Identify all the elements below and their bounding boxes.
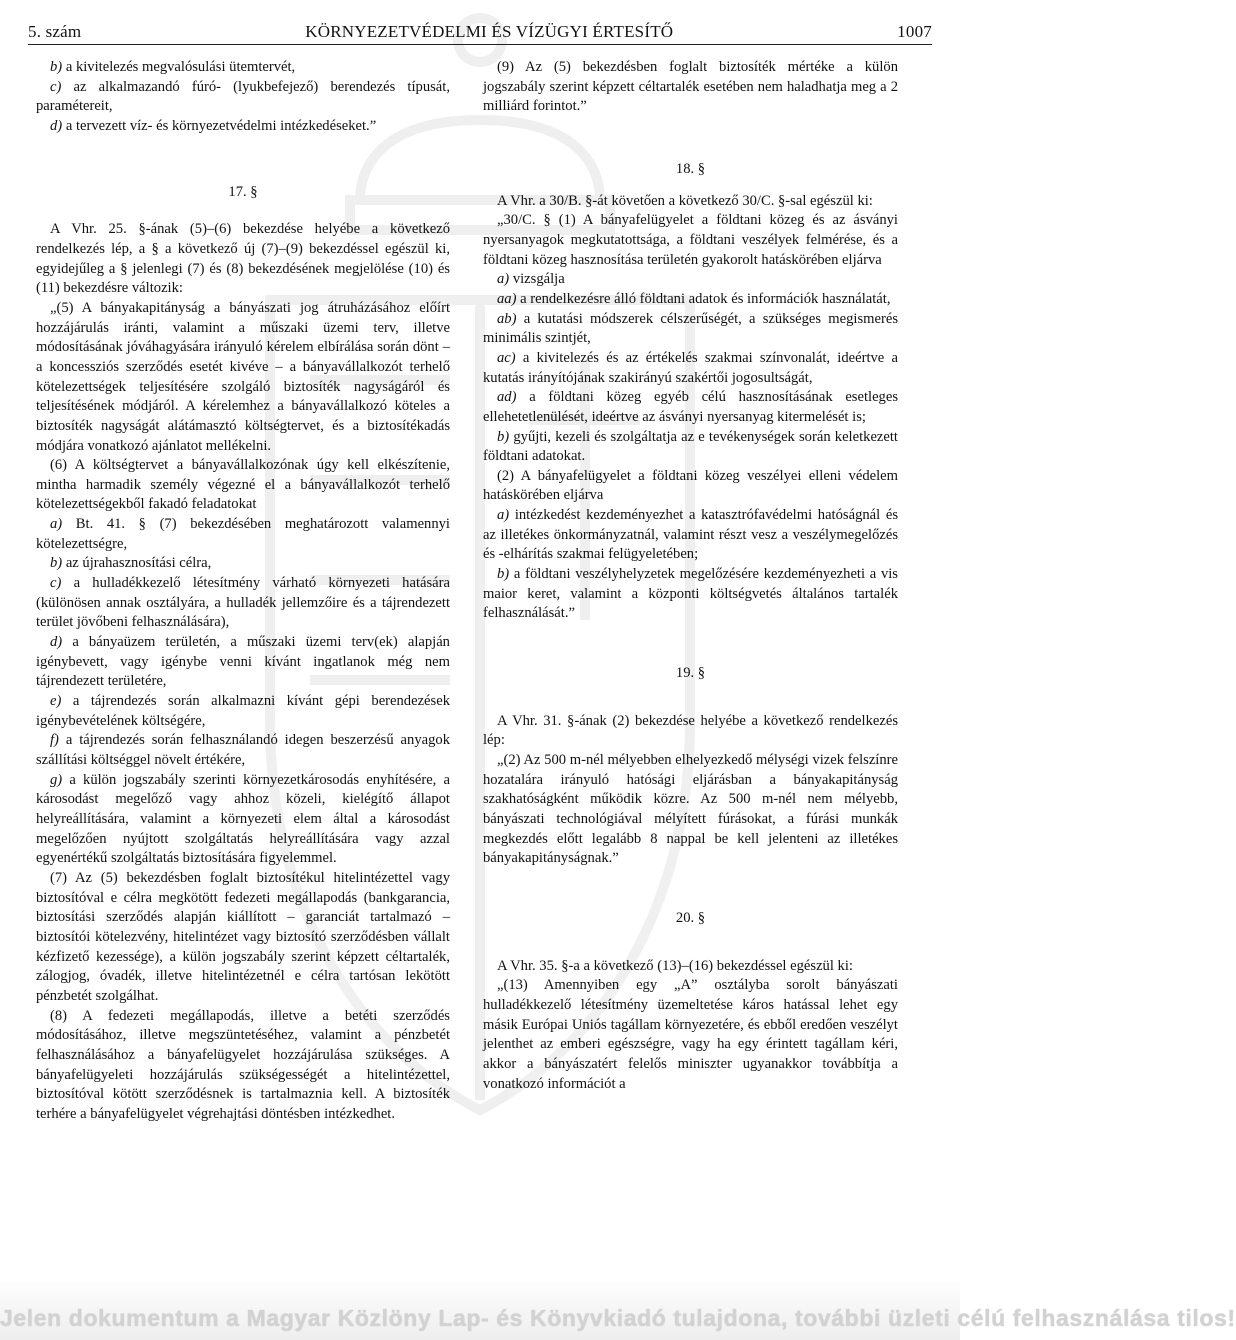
list-item: b) az újrahasznosítási célra, (50, 555, 212, 572)
item-marker: c) (50, 575, 62, 592)
section-heading: 18. § (675, 160, 706, 177)
list-item: b) gyűjti, kezeli és szolgáltatja az e tevékenységek során keletkezett földtani adatokat. (483, 428, 898, 465)
list-item: b) a kivitelezés megvalósulási ütemtervét, (50, 59, 296, 75)
item-marker: g) (50, 771, 63, 788)
list-item: ab) a kutatási módszerek célszerűségét, a szükséges megismerés minimális szintjét, (483, 310, 898, 347)
item-marker: b) (497, 566, 510, 583)
list-item: aa) a rendelkezésre álló földtani adatok és információk használatát, (497, 290, 891, 307)
item-marker: b) (50, 555, 63, 572)
section-heading: 20. § (675, 909, 706, 926)
item-marker: ac) (497, 349, 516, 366)
page-number: 1007 (897, 22, 932, 41)
paragraph: (8) A fedezeti megállapodás, illetve a betéti szerződés módosításához, illetve megszüntetéséhez, valamint a pénzbetét felhasználásához a bányafelügyelet hozzájárulása szükséges. A bányafelügyeleti hozzájárulás szükségességét a hitelintézettel, biztosítóval kötött szerződésnek is tartalmaznia kell. A biztosíték terhére a bányafelügyelet végrehajtási döntésben intézkedhet. (36, 1007, 450, 1122)
paragraph: A Vhr. a 30/B. §-át követően a következő 30/C. §-sal egészül ki: (497, 192, 873, 209)
list-item: d) a bányaüzem területén, a műszaki üzemi terv(ek) alapján igénybevett, vagy igénybe venni kívánt ingatlanok még nem tájrendezett területére, (36, 634, 450, 690)
copyright-notice: Jelen dokumentum a Magyar Közlöny Lap- és Könyvkiadó tulajdona, további üzleti célú felhasználása tilos! (0, 1305, 1236, 1331)
item-marker: a) (497, 271, 510, 288)
paragraph: A Vhr. 25. §-ának (5)–(6) bekezdése helyébe a következő rendelkezés lép, a § a következő új (7)–(9) bekezdéssel egészül ki, egyidejűleg a § jelenlegi (7) és (8) bekezdésének megjelölése (10) és (11) bekezdésre változik: (36, 221, 450, 297)
publication-title: KÖRNYEZETVÉDELMI ÉS VÍZÜGYI ÉRTESÍTŐ (305, 22, 674, 41)
paragraph: (9) Az (5) bekezdésben foglalt biztosíték mértéke a külön jogszabály szerint képzett céltartalék esetében nem haladhatja meg a 2 milliárd forintot.” (483, 59, 898, 115)
item-marker: f) (50, 732, 59, 749)
item-marker: e) (50, 693, 62, 710)
list-item: ad) a földtani közeg egyéb célú hasznosításának esetleges ellehetetlenülését, ideértve az ásványi nyersanyag kitermelését is; (483, 389, 898, 425)
item-marker: a) (497, 507, 510, 524)
list-item: f) a tájrendezés során felhasználandó idegen beszerzésű anyagok szállítási költséggel növelt értékére, (36, 732, 450, 768)
item-marker: d) (50, 634, 63, 651)
list-item: d) a tervezett víz- és környezetvédelmi intézkedéseket.” (50, 117, 377, 134)
item-marker: b) (50, 59, 63, 75)
item-marker: ab) (497, 310, 517, 327)
paragraph: A Vhr. 31. §-ának (2) bekezdése helyébe a következő rendelkezés lép: (483, 712, 898, 749)
left-column (36, 58, 450, 1124)
section-heading: 19. § (675, 665, 706, 682)
paragraph: (6) A költségtervet a bányavállalkozónak úgy kell elkészítenie, mintha harmadik személy végezné el a bányavállalkozót terhelő kötelezettségekből fakadó feladatokat (36, 457, 450, 513)
section-heading: 17. § (228, 183, 258, 200)
list-item: a) Bt. 41. § (7) bekezdésében meghatározott valamennyi kötelezettségre, (36, 516, 450, 552)
list-item: a) vizsgálja (497, 271, 565, 288)
item-marker: aa) (497, 290, 517, 307)
paragraph: „(13) Amennyiben egy „A” osztályba sorolt bányászati hulladékkezelő létesítmény üzemeltetése káros hatással lehet egy másik Európai Uniós tagállam környezetére, és ebből eredően veszélyt jelenthet az emberi egészségre, vagy ha egy érintett tagállam kéri, akkor a bányászatért felelős miniszter ugyanakkor továbbítja a vonatkozó információt a (483, 977, 898, 1092)
list-item: ac) a kivitelezés és az értékelés szakmai színvonalát, ideértve a kutatás irányítójának szakirányú szakértői jogosultságát, (483, 349, 898, 386)
paragraph: „(5) A bányakapitányság a bányászati jog átruházásához előírt hozzájárulás iránti, valamint a műszaki üzemi terv, illetve módosításának jóváhagyására irányuló kérelem elbírálása során dönt – a koncessziós szerződés esetét kivéve – a bányavállalkozót terhelő kötelezettségek teljesítésére szolgáló biztosíték nagyságáról és teljesítésének módjáról. A kérelemhez a bányavállalkozó köteles a biztosíték nagyságát alátámasztó költségtervet, és a biztosítékadás módjára vonatkozó ajánlatot mellékelni. (36, 299, 450, 454)
issue-number: 5. szám (28, 22, 82, 41)
paragraph: (7) Az (5) bekezdésben foglalt biztosítékul hitelintézettel vagy biztosítóval e célra megkötött fedezeti megállapodás (bankgarancia, biztosítási szerződés alapján kiállított – garanciát tartalmazó – biztosítói kötelezvény, hitelintézet vagy biztosító szerződésben vállalt kézfizető kezessége), a külön jogszabály szerint képzett céltartalék, zálogjog, óvadék, illetve hitelintézetnél e célra tartósan lekötött pénzbetét szolgálhat. (36, 869, 450, 1004)
list-item: g) a külön jogszabály szerinti környezetkárosodás enyhítésére, a károsodást megelőző vagy ahhoz közeli, kielégítő állapot helyreállítására, valamint a környezeti elem által a károsodást megelőzően nyújtott szolgáltatás helyreállítására vagy azzal egyenértékű szolgáltatás biztosítására figyelemmel. (36, 771, 450, 867)
right-column (483, 58, 898, 1094)
item-marker: d) (50, 117, 63, 134)
paragraph: (2) A bányafelügyelet a földtani közeg veszélyei elleni védelem hatáskörében eljárva (483, 467, 898, 504)
page-header (28, 16, 932, 45)
list-item: e) a tájrendezés során alkalmazni kívánt gépi berendezések igénybevételének költségére, (36, 693, 450, 729)
list-item: c) a hulladékkezelő létesítmény várható környezeti hatására (különösen annak osztályára, a hulladék jellemzőire és a tájrendezett terület jövőbeni felhasználására), (36, 575, 450, 631)
paragraph: „(2) Az 500 m-nél mélyebben elhelyezkedő mélységi vizek felszínre hozatalára irányuló hatósági eljárásban a bányakapitányság szakhatóságként működik közre. Az 500 m-nél nem mélyebb, bányászati technológiával mélyített fúrásokat, a fúrási munkák megkezdés előtt legalább 8 nappal be kell jelenteni az illetékes bányakapitányságnak.” (483, 752, 898, 867)
item-marker: a) (50, 516, 63, 533)
item-marker: ad) (497, 389, 517, 406)
list-item: b) a földtani veszélyhelyzetek megelőzésére kezdeményezheti a vis maior keret, valamint a központi költségvetés általános tartalék felhasználását.” (483, 566, 898, 622)
paragraph: „30/C. § (1) A bányafelügyelet a földtani közeg és az ásványi nyersanyagok megkutatottsága, a földtani veszélyek felmérése, és a földtani közeg hasznosítása területén gyakorolt hatáskörében eljárva (483, 212, 898, 268)
item-marker: c) (50, 78, 62, 95)
item-marker: b) (497, 428, 510, 445)
list-item: a) intézkedést kezdeményezhet a katasztrófavédelmi hatóságnál és az illetékes önkormányzatnál, valamint részt vesz a veszélymegelőzés és -elhárítás szakmai felügyeletében; (483, 507, 898, 563)
list-item: c) az alkalmazandó fúró- (lyukbefejező) berendezés típusát, paramétereit, (36, 78, 450, 115)
paragraph: A Vhr. 35. §-a a következő (13)–(16) bekezdéssel egészül ki: (497, 957, 853, 974)
